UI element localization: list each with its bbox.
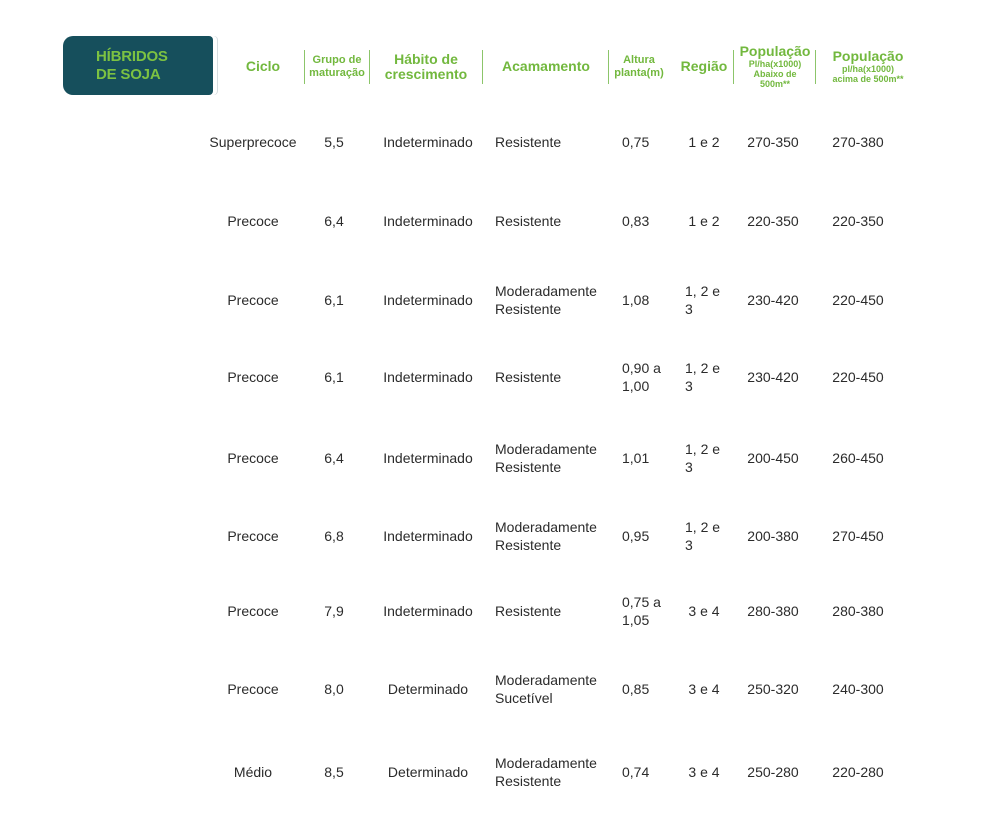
cell-regiao: 3 e 4 [688,681,720,697]
cell-ciclo: Precoce [227,450,279,466]
cell-habito: Indeterminado [383,369,473,385]
cell-acamamento: Moderadamente Resistente [495,755,597,789]
cell-habito: Determinado [387,764,469,780]
cell-regiao: 1, 2 e 3 [685,519,721,553]
cell-altura: 1,01 [622,450,650,466]
cell-grupo: 6,8 [324,528,344,544]
cell-populacao-abaixo: 250-280 [747,764,799,780]
cell-populacao-acima: 280-380 [832,603,884,619]
cell-populacao-abaixo: 280-380 [747,603,799,619]
cell-grupo: 6,4 [324,213,344,229]
cell-regiao: 1, 2 e 3 [685,360,721,394]
cell-altura: 0,85 [622,681,650,697]
header-populacao-abaixo-sub: Pl/ha(x1000) Abaixo de 500m** [748,58,802,89]
header-populacao-abaixo [734,42,816,92]
header-habito [370,48,482,86]
header-regiao [676,50,732,84]
cell-regiao: 1, 2 e 3 [685,441,721,475]
cell-ciclo: Precoce [227,213,279,229]
cell-acamamento: Resistente [495,134,562,150]
header-altura-label: Altura planta(m) [614,54,664,79]
cell-populacao-acima: 270-380 [832,134,884,150]
cell-regiao: 3 e 4 [688,764,720,780]
cell-populacao-acima: 270-450 [832,528,884,544]
cell-ciclo: Precoce [227,528,279,544]
cell-populacao-abaixo: 250-320 [747,681,799,697]
cell-habito: Indeterminado [383,213,473,229]
cell-habito: Indeterminado [383,292,473,308]
cell-populacao-abaixo: 230-420 [747,292,799,308]
cell-grupo: 6,1 [324,292,344,308]
cell-regiao: 1 e 2 [688,134,720,150]
cell-acamamento: Resistente [495,213,562,229]
header-populacao-abaixo-title: População [739,43,811,60]
header-acamamento [483,50,609,84]
cell-grupo: 7,9 [324,603,344,619]
cell-populacao-abaixo: 230-420 [747,369,799,385]
cell-populacao-abaixo: 200-450 [747,450,799,466]
cell-grupo: 6,4 [324,450,344,466]
header-regiao-label: Região [680,58,728,75]
cell-acamamento: Resistente [495,369,562,385]
header-acamamento-label: Acamamento [502,58,590,75]
header-ciclo-label: Ciclo [245,58,281,75]
cell-ciclo: Precoce [227,292,279,308]
header-ciclo [222,50,304,84]
cell-acamamento: Resistente [495,603,562,619]
cell-ciclo: Superprecoce [209,134,297,150]
cell-grupo: 8,5 [324,764,344,780]
header-populacao-acima [818,42,918,92]
cell-populacao-abaixo: 270-350 [747,134,799,150]
cell-habito: Indeterminado [383,528,473,544]
header-populacao-acima-sub: pl/ha(x1000) acima de 500m** [832,63,904,84]
cell-altura: 1,08 [622,292,650,308]
cell-ciclo: Precoce [227,603,279,619]
cell-populacao-acima: 220-350 [832,213,884,229]
badge-title: HÍBRIDOS DE SOJA [96,48,168,83]
cell-acamamento: Moderadamente Resistente [495,283,597,317]
header-grupo-label: Grupo de maturação [309,54,365,79]
cell-habito: Indeterminado [383,134,473,150]
cell-regiao: 3 e 4 [688,603,720,619]
table-badge [63,36,213,95]
cell-altura: 0,74 [622,764,650,780]
header-habito-label: Hábito de crescimento [384,50,468,82]
cell-acamamento: Moderadamente Sucetível [495,672,597,706]
cell-altura: 0,90 a 1,00 [622,360,661,394]
cell-populacao-abaixo: 200-380 [747,528,799,544]
cell-populacao-acima: 220-280 [832,764,884,780]
cell-habito: Indeterminado [383,450,473,466]
cell-ciclo: Precoce [227,369,279,385]
cell-acamamento: Moderadamente Resistente [495,441,597,475]
cell-populacao-abaixo: 220-350 [747,213,799,229]
cell-altura: 0,95 [622,528,650,544]
cell-populacao-acima: 220-450 [832,292,884,308]
cell-altura: 0,83 [622,213,650,229]
cell-populacao-acima: 260-450 [832,450,884,466]
cell-regiao: 1 e 2 [688,213,720,229]
cell-grupo: 6,1 [324,369,344,385]
cell-acamamento: Moderadamente Resistente [495,519,597,553]
cell-ciclo: Médio [233,764,273,780]
cell-populacao-acima: 240-300 [832,681,884,697]
header-altura [609,50,669,84]
cell-altura: 0,75 [622,134,650,150]
header-grupo [305,50,369,84]
cell-grupo: 8,0 [324,681,344,697]
cell-habito: Determinado [387,681,469,697]
cell-regiao: 1, 2 e 3 [685,283,721,317]
cell-ciclo: Precoce [227,681,279,697]
header-divider [815,50,816,84]
cell-altura: 0,75 a 1,05 [622,594,661,628]
cell-grupo: 5,5 [324,134,344,150]
cell-habito: Indeterminado [383,603,473,619]
header-populacao-acima-title: População [832,48,904,65]
cell-populacao-acima: 220-450 [832,369,884,385]
